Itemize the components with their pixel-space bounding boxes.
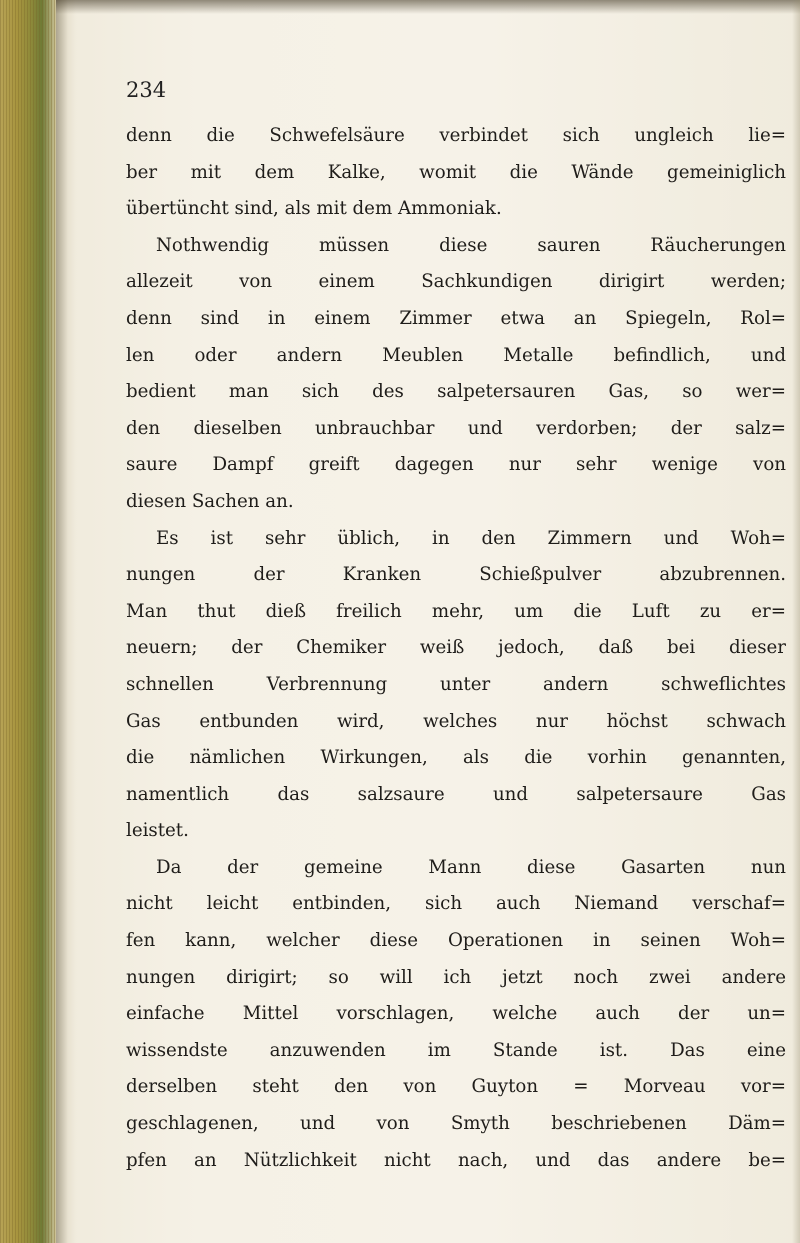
- text-line: denn die Schwefelsäure verbindet sich ungleich lie=: [126, 125, 786, 146]
- text-line: saure Dampf greift dagegen nur sehr wenige von: [126, 454, 786, 476]
- page-number: 234: [126, 78, 167, 102]
- text-line: die nämlichen Wirkungen, als die vorhin genannten,: [126, 747, 786, 769]
- text-line: Gas entbunden wird, welches nur höchst schwach: [126, 710, 786, 732]
- text-line: neuern; der Chemiker weiß jedoch, daß bei dieser: [126, 637, 786, 659]
- text-line: den dieselben unbrauchbar und verdorben; der salz=: [126, 417, 786, 439]
- text-line: fen kann, welcher diese Operationen in seinen Woh=: [126, 930, 786, 952]
- text-line: diesen Sachen an.: [126, 490, 294, 512]
- text-line: übertüncht sind, als mit dem Ammoniak.: [126, 198, 502, 220]
- text-line: geschlagenen, und von Smyth beschriebenen Däm=: [126, 1113, 786, 1135]
- text-line: bedient man sich des salpetersauren Gas, so wer=: [126, 381, 786, 403]
- body-text: [126, 118, 786, 1179]
- text-line: len oder andern Meublen Metalle befindlich, und: [126, 344, 786, 366]
- text-line: allezeit von einem Sachkundigen dirigirt werden;: [126, 271, 786, 293]
- text-line: namentlich das salzsaure und salpetersaure Gas: [126, 783, 786, 805]
- text-line: Es ist sehr üblich, in den Zimmern und Woh=: [156, 527, 786, 549]
- gutter-shadow: [56, 0, 76, 1243]
- text-line: nicht leicht entbinden, sich auch Niemand verschaf=: [126, 893, 786, 915]
- text-line: derselben steht den von Guyton = Morveau vor=: [126, 1076, 786, 1098]
- text-line: nungen dirigirt; so will ich jetzt noch zwei andere: [126, 966, 786, 988]
- text-line: einfache Mittel vorschlagen, welche auch der un=: [126, 1003, 786, 1025]
- text-line: wissendste anzuwenden im Stande ist. Das eine: [126, 1039, 786, 1061]
- text-line: leistet.: [126, 820, 189, 842]
- text-line: Nothwendig müssen diese sauren Räucherungen: [156, 234, 786, 256]
- text-line: Man thut dieß freilich mehr, um die Luft zu er=: [126, 600, 786, 622]
- book-spine: [0, 0, 56, 1243]
- text-line: pfen an Nützlichkeit nicht nach, und das andere be=: [126, 1149, 786, 1171]
- text-line: denn sind in einem Zimmer etwa an Spiegeln, Rol=: [126, 307, 786, 329]
- text-line: Da der gemeine Mann diese Gasarten nun: [156, 856, 786, 878]
- text-line: ber mit dem Kalke, womit die Wände gemeiniglich: [126, 161, 786, 183]
- text-line: nungen der Kranken Schießpulver abzubrennen.: [126, 564, 786, 586]
- right-edge-shadow: [792, 0, 800, 1243]
- text-line: schnellen Verbrennung unter andern schweflichtes: [126, 673, 786, 695]
- top-edge-shadow: [56, 0, 800, 14]
